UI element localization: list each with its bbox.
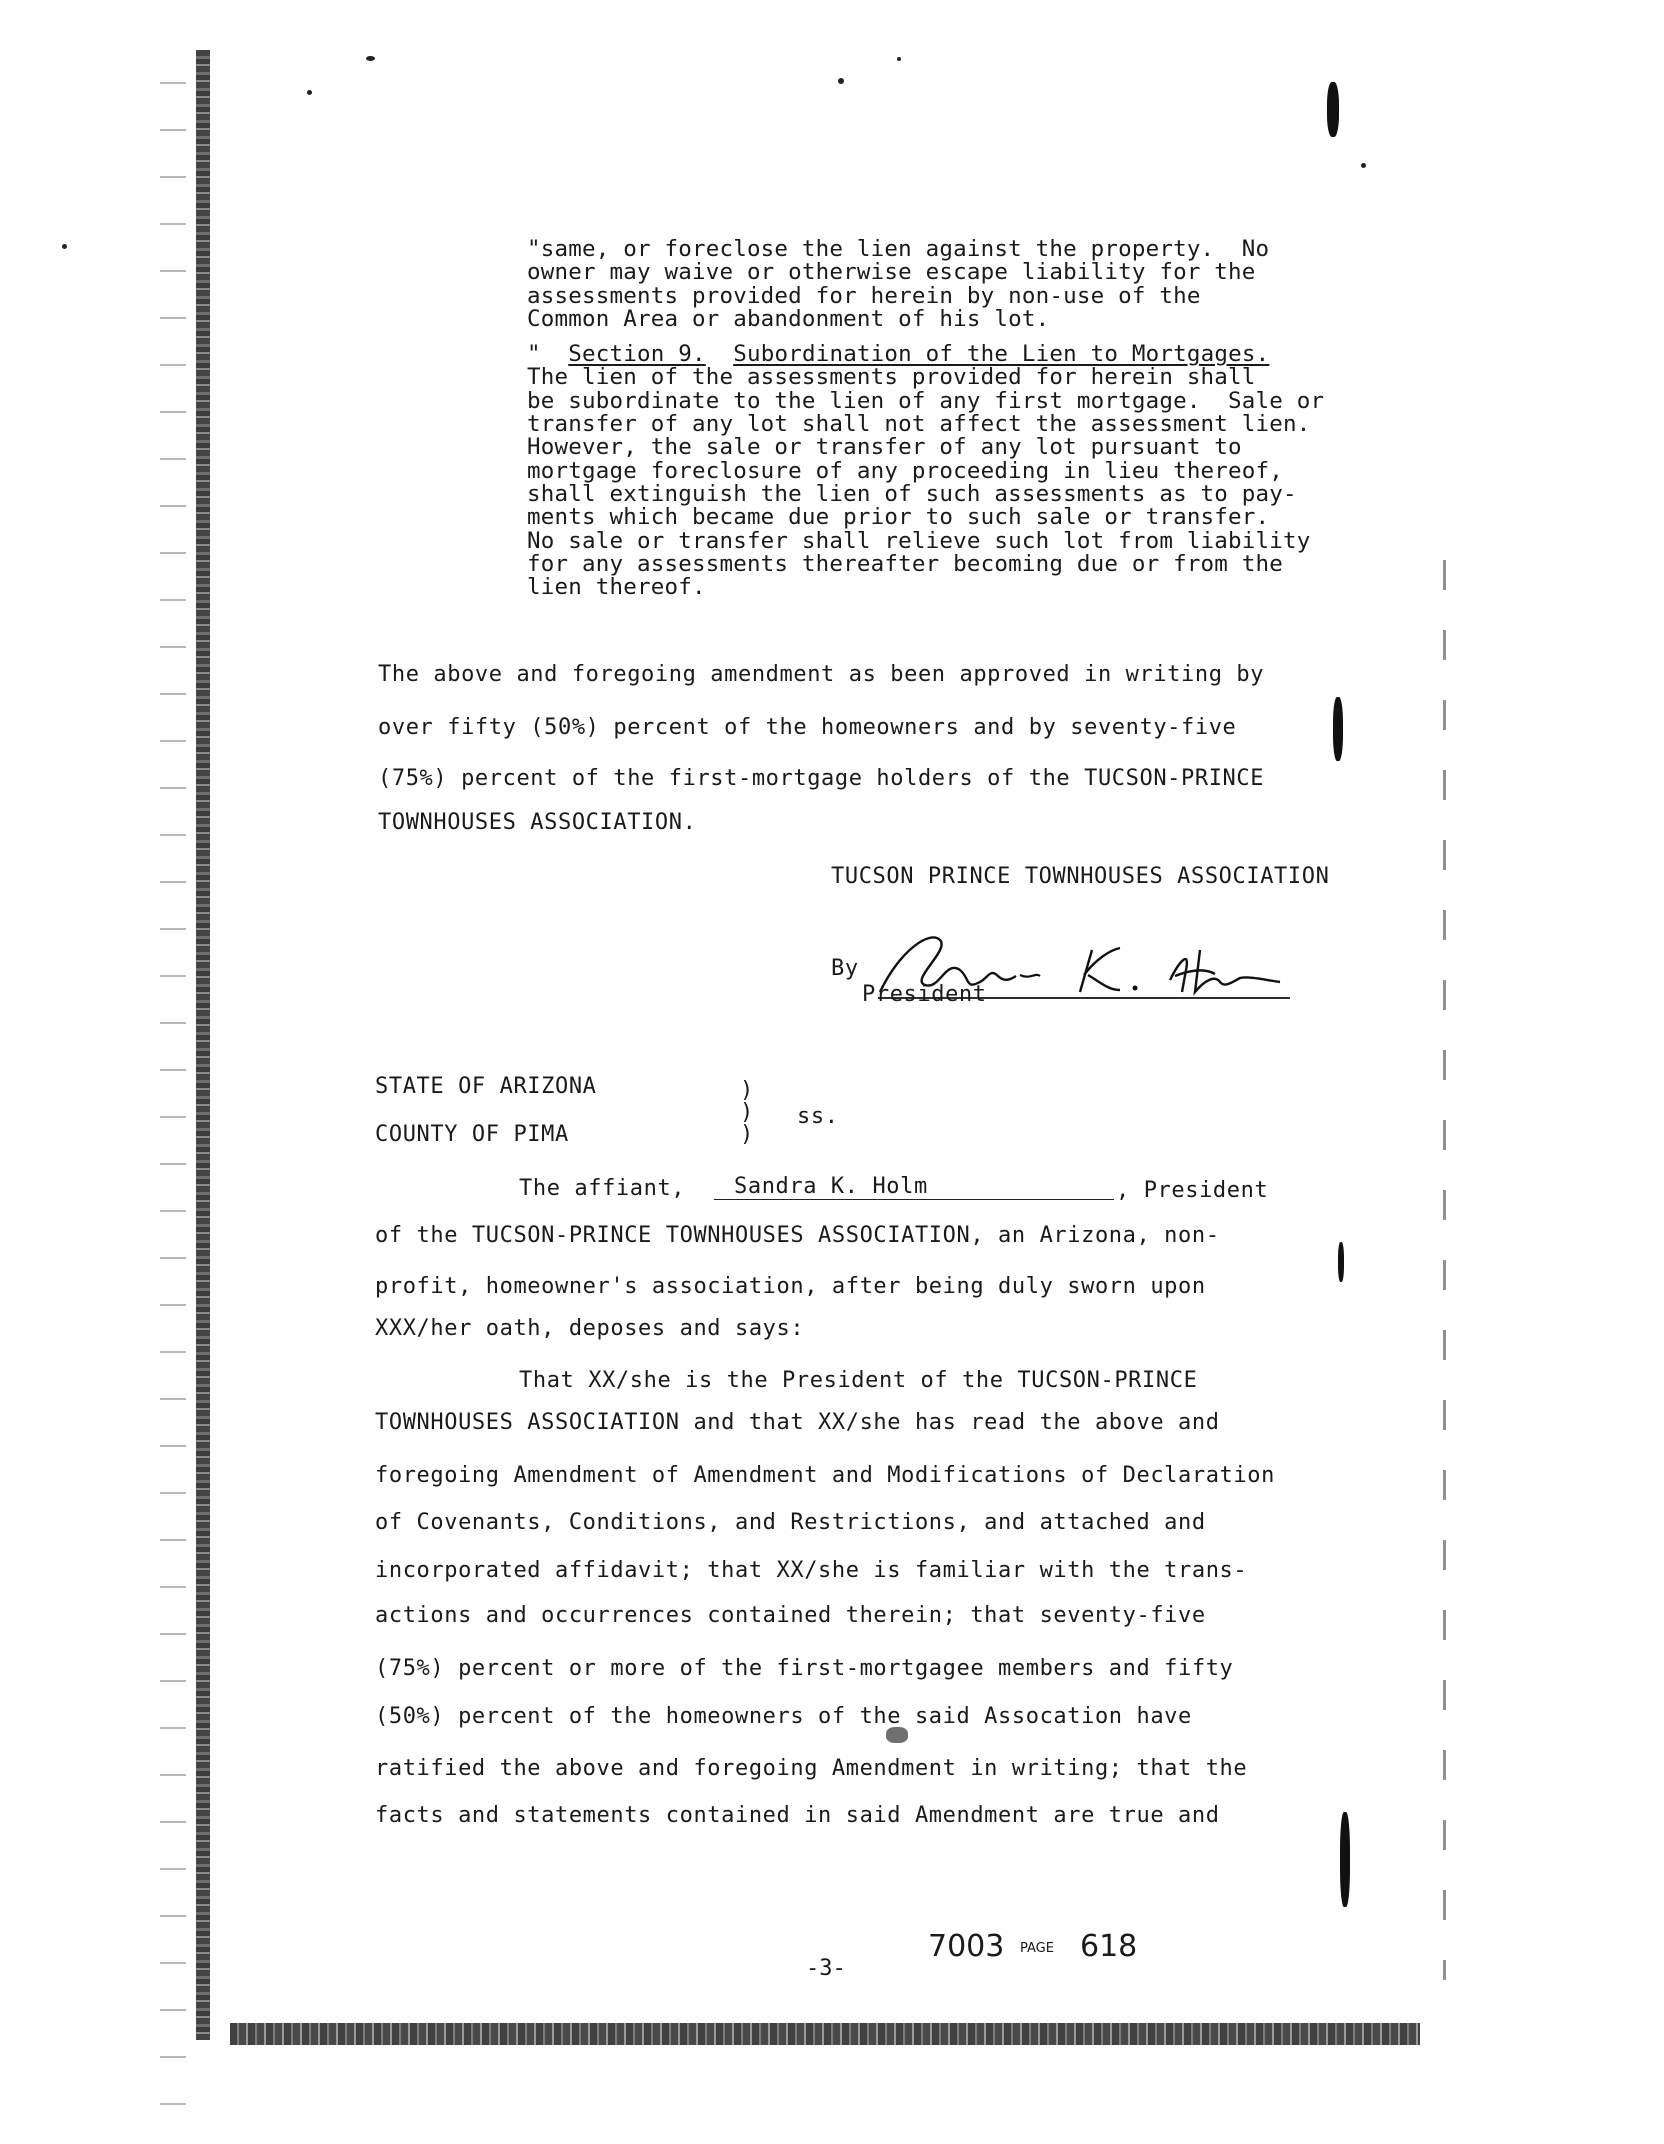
section-title: Subordination of the Lien to Mortgages. [733, 341, 1270, 368]
affidavit-line: facts and statements contained in said Amendment are true and [375, 1803, 1220, 1828]
scan-speck [1361, 163, 1366, 168]
affidavit-line: XXX/her oath, deposes and says: [375, 1316, 805, 1341]
section-line: However, the sale or transfer of any lot pursuant to [527, 434, 1242, 461]
section-line: No sale or transfer shall relieve such lot from liability [527, 527, 1311, 554]
section-line: be subordinate to the lien of any first mortgage. Sale or [527, 387, 1325, 414]
section-line: lien thereof. [527, 574, 706, 601]
scan-blot [1338, 1242, 1344, 1282]
affidavit-line: of the TUCSON-PRINCE TOWNHOUSES ASSOCIATION, an Arizona, non- [375, 1223, 1220, 1248]
affiant-name: Sandra K. Holm [734, 1174, 928, 1199]
venue-bracket: ) [740, 1122, 754, 1147]
scan-speck [897, 57, 901, 61]
affidavit-line: (50%) percent of the homeowners of the said Assocation have [375, 1704, 1192, 1729]
affidavit-line: (75%) percent or more of the first-mortgagee members and fifty [375, 1656, 1234, 1681]
affidavit-line: of Covenants, Conditions, and Restrictions, and attached and [375, 1510, 1206, 1535]
approval-line: The above and foregoing amendment as been approved in writing by [378, 662, 1265, 687]
recording-book: 7003 [928, 1929, 1005, 1964]
venue-bracket: ) [740, 1100, 754, 1125]
venue-bracket: ) [740, 1078, 754, 1103]
affidavit-line: TOWNHOUSES ASSOCIATION and that XX/she has read the above and [375, 1410, 1220, 1435]
scan-speck [307, 90, 312, 95]
venue-state: STATE OF ARIZONA [375, 1074, 597, 1099]
section-line: mortgage foreclosure of any proceeding in lieu thereof, [527, 457, 1284, 484]
association-name: TUCSON PRINCE TOWNHOUSES ASSOCIATION [831, 864, 1330, 889]
section-quote: " [527, 341, 541, 368]
scan-noise-left [160, 60, 186, 2120]
scan-blot [1333, 697, 1343, 761]
venue-county: COUNTY OF PIMA [375, 1122, 569, 1147]
approval-line: TOWNHOUSES ASSOCIATION. [378, 810, 697, 835]
affiant-name-field [714, 1174, 1114, 1200]
scan-edge-right [1443, 560, 1446, 1980]
section-line: transfer of any lot shall not affect the assessment lien. [527, 411, 1311, 438]
affidavit-line: profit, homeowner's association, after being duly sworn upon [375, 1274, 1206, 1299]
affidavit-line: foregoing Amendment of Amendment and Modifications of Declaration [375, 1463, 1275, 1488]
affidavit-line: ratified the above and foregoing Amendment in writing; that the [375, 1756, 1248, 1781]
excerpt-line: "same, or foreclose the lien against the property. No [527, 236, 1270, 262]
affidavit-line: incorporated affidavit; that XX/she is familiar with the trans- [375, 1558, 1248, 1583]
excerpt-line: owner may waive or otherwise escape liability for the [527, 259, 1256, 286]
by-label: By [831, 956, 859, 981]
affiant-intro: The affiant, [519, 1176, 686, 1201]
section-line: shall extinguish the lien of such assessments as to pay- [527, 480, 1297, 507]
scan-speck [366, 56, 375, 61]
scan-edge-left [196, 50, 210, 2040]
scan-blot [1327, 82, 1339, 137]
affiant-title: , President [1116, 1178, 1269, 1203]
affidavit-line: That XX/she is the President of the TUCSON-PRINCE [519, 1368, 1198, 1393]
scan-blot [1340, 1812, 1350, 1907]
page-number: -3- [806, 1956, 846, 1981]
excerpt-line: assessments provided for herein by non-use of the [527, 282, 1201, 309]
recording-page: 618 [1080, 1929, 1138, 1964]
section-heading [527, 343, 1387, 366]
section-line: The lien of the assessments provided for herein shall [527, 364, 1256, 391]
section-line: for any assessments thereafter becoming due or from the [527, 550, 1284, 577]
scan-blot [886, 1727, 908, 1743]
scan-edge-bottom [230, 2023, 1420, 2045]
signer-title: President [862, 982, 987, 1007]
venue-ss: ss. [797, 1104, 839, 1129]
excerpt-line: Common Area or abandonment of his lot. [527, 305, 1050, 332]
approval-line: (75%) percent of the first-mortgage holders of the TUCSON-PRINCE [378, 766, 1265, 791]
section-label: Section 9. [568, 341, 706, 368]
subordination-excerpt [527, 238, 1387, 599]
scan-speck [838, 78, 844, 84]
scan-speck [62, 244, 67, 249]
recording-page-label: PAGE [1020, 1941, 1054, 1956]
section-line: ments which became due prior to such sale or transfer. [527, 504, 1270, 531]
affidavit-line: actions and occurrences contained therein; that seventy-five [375, 1603, 1206, 1628]
approval-line: over fifty (50%) percent of the homeowners and by seventy-five [378, 715, 1237, 740]
